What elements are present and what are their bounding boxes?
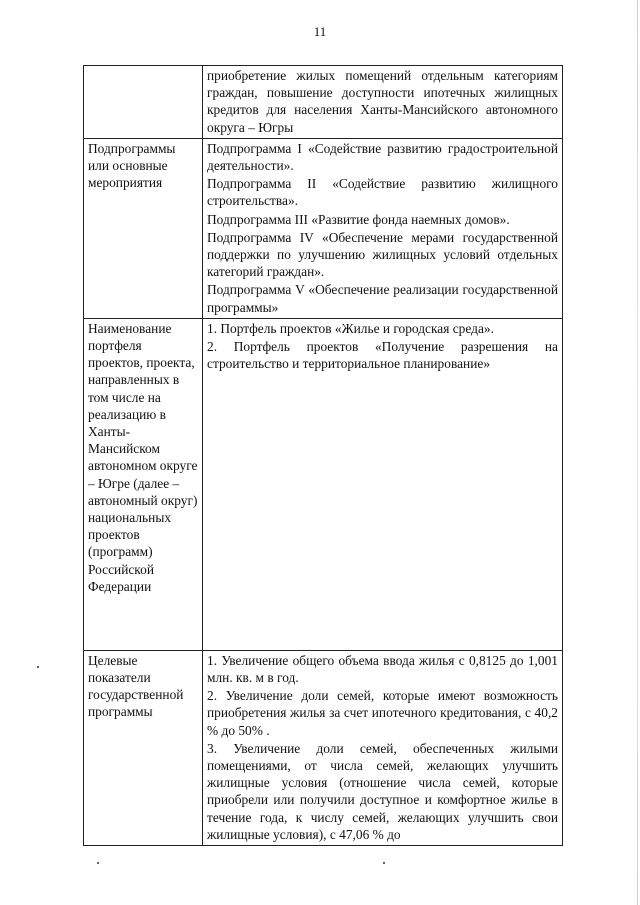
row-content (203, 66, 563, 139)
table-row (84, 66, 563, 139)
page-number: 11 (313, 24, 327, 39)
row-label: Подпрограммы или основные мероприятия (84, 138, 203, 318)
row-content (203, 650, 563, 845)
content-paragraph: приобретение жилых помещений отдельным категориям граждан, повышение доступности ипотечных жилищных кредитов для населения Ханты-Мансийского автономного округа – Югры (207, 68, 558, 135)
content-paragraph: Подпрограмма II «Содействие развитию жилищного строительства». (207, 176, 558, 209)
row-content (203, 138, 563, 318)
content-paragraph: Подпрограмма III «Развитие фонда наемных домов». (207, 211, 510, 227)
row-label (84, 66, 203, 139)
row-label: Целевые показатели государственной программы (84, 650, 203, 845)
table-row (84, 318, 563, 650)
content-paragraph: 2. Увеличение доли семей, которые имеют возможность приобретения жилья за счет ипотечного кредитования, с 40,2 % до 50% . (207, 688, 558, 738)
page-edge (637, 0, 638, 905)
scan-speck (383, 862, 385, 864)
content-paragraph: 1. Портфель проектов «Жилье и городская среда». (207, 320, 494, 336)
content-paragraph: Подпрограмма IV «Обеспечение мерами государственной поддержки по улучшению жилищных условий отдельных категорий граждан». (207, 229, 558, 280)
table-row (84, 650, 563, 845)
row-label: Наименование портфеля проектов, проекта, направленных в том числе на реализацию в Ханты-Мансийском автономном округе – Югре (далее – автономный округ) национальных проектов (программ) Российской Федерации (84, 318, 203, 650)
scan-speck (37, 666, 39, 668)
content-paragraph: 3. Увеличение доли семей, обеспеченных жилыми помещениями, от числа семей, желающих улучшить жилищные условия (отношение числа семей, которые приобрели или получили доступное и комфортное жилье в течение года, к числу семей, желающих улучшить свои жилищные условия), с 47,06 % до (207, 740, 558, 842)
row-content (203, 318, 563, 650)
content-paragraph: Подпрограмма V «Обеспечение реализации государственной программы» (207, 282, 558, 315)
content-paragraph: 2. Портфель проектов «Получение разрешения на строительство и территориальное планирование» (207, 339, 558, 372)
content-paragraph: Подпрограмма I «Содействие развитию градостроительной деятельности». (207, 140, 558, 174)
table-row (84, 138, 563, 318)
scan-speck (97, 862, 99, 864)
content-paragraph: 1. Увеличение общего объема ввода жилья с 0,8125 до 1,001 млн. кв. м в год. (207, 652, 558, 686)
program-passport-table (83, 65, 563, 846)
